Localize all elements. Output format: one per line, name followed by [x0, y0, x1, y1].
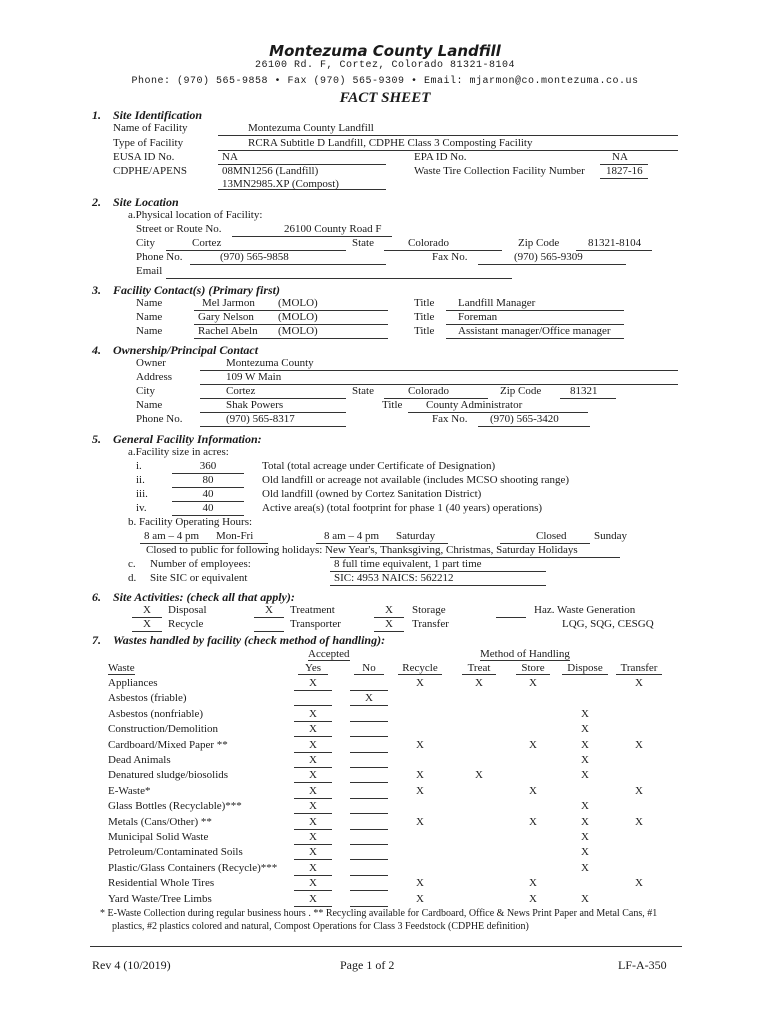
waste-name: Dead Animals [108, 754, 171, 766]
section-3-number: 3. [92, 283, 101, 297]
contact-1-org: (MOLO) [278, 297, 318, 309]
col-recycle: Recycle [398, 662, 442, 675]
weekday-hours: 8 am – 4 pm [144, 530, 199, 542]
size-3-roman: iii. [136, 488, 148, 500]
waste-name: Construction/Demolition [108, 723, 218, 735]
sic-line [330, 585, 546, 586]
sic-value: SIC: 4953 NAICS: 562212 [334, 572, 454, 584]
sunday-status: Closed [536, 530, 567, 542]
facility-name-line [218, 135, 678, 136]
section-4-number: 4. [92, 343, 101, 357]
waste-name: Municipal Solid Waste [108, 831, 209, 843]
cell-no-line [350, 859, 388, 860]
activity-transfer-label: Transfer [412, 618, 449, 630]
employees-value: 8 full time equivalent, 1 part time [334, 558, 482, 570]
facility-type-value: RCRA Subtitle D Landfill, CDPHE Class 3 Composting Facility [248, 137, 533, 149]
page-number: Page 1 of 2 [340, 958, 395, 972]
cell-store[interactable]: X [529, 816, 537, 828]
owner-state-label: State [352, 385, 374, 397]
phone-line [190, 264, 386, 265]
tire-facility-value: 1827-16 [606, 165, 643, 177]
physical-location-label: a.Physical location of Facility: [128, 209, 263, 221]
waste-name: Residential Whole Tires [108, 877, 215, 889]
cell-dispose[interactable]: X [581, 893, 589, 905]
activity-treatment-line [254, 617, 284, 618]
facility-name-value: Montezuma County Landfill [248, 122, 374, 134]
accepted-group-label: Accepted [308, 648, 350, 660]
cell-dispose[interactable]: X [581, 723, 589, 735]
section-7-title: Wastes handled by facility (check method of handling): [113, 633, 386, 647]
facility-title: Montezuma County Landfill [269, 42, 501, 60]
cell-yes-line [294, 829, 332, 830]
state-label: State [352, 237, 374, 249]
cell-yes[interactable]: X [309, 708, 317, 720]
street-value: 26100 County Road F [284, 223, 382, 235]
activity-storage-label: Storage [412, 604, 446, 616]
cell-dispose[interactable]: X [581, 739, 589, 751]
section-1-title: Site Identification [113, 108, 203, 122]
cell-yes-line [294, 782, 332, 783]
col-no: No [354, 662, 384, 675]
owner-fax-value: (970) 565-3420 [490, 413, 559, 425]
footnote-line-1: * E-Waste Collection during regular business hours . ** Recycling available for Cardboard, Office & News Print Paper and Metal Cans, #1 [100, 908, 658, 919]
form-number: LF-A-350 [618, 958, 667, 972]
size-1-value: 360 [199, 460, 217, 472]
owner-phone-value: (970) 565-8317 [226, 413, 295, 425]
zip-value: 81321-8104 [588, 237, 642, 249]
cell-yes[interactable]: X [309, 723, 317, 735]
section-7-number: 7. [92, 633, 101, 647]
eusa-label: EUSA ID No. [113, 151, 175, 163]
fax-value: (970) 565-9309 [514, 251, 583, 263]
footer-rule [90, 946, 682, 947]
cell-no-line [350, 690, 388, 691]
waste-name: Yard Waste/Tree Limbs [108, 893, 212, 905]
size-4-value: 40 [202, 502, 214, 514]
cell-yes-line [294, 690, 332, 691]
cell-yes[interactable]: X [309, 893, 317, 905]
activity-recycle-line [132, 631, 162, 632]
section-6-number: 6. [92, 590, 101, 604]
size-1-desc: Total (total acreage under Certificate of Designation) [262, 460, 496, 472]
section-2-number: 2. [92, 195, 101, 209]
fax-label: Fax No. [432, 251, 468, 263]
cell-yes[interactable]: X [309, 785, 317, 797]
cell-yes[interactable]: X [309, 862, 317, 874]
activity-recycle-mark[interactable]: X [143, 618, 151, 630]
cell-recycle[interactable]: X [416, 816, 424, 828]
cell-transfer[interactable]: X [635, 877, 643, 889]
sic-label: Site SIC or equivalent [150, 572, 248, 584]
cell-recycle[interactable]: X [416, 893, 424, 905]
cell-treat[interactable]: X [475, 769, 483, 781]
cell-no-line [350, 875, 388, 876]
waste-name: Cardboard/Mixed Paper ** [108, 739, 228, 751]
size-3-value: 40 [202, 488, 214, 500]
cell-yes-line [294, 906, 332, 907]
phone-label: Phone No. [136, 251, 183, 263]
epa-label: EPA ID No. [414, 151, 467, 163]
cell-yes[interactable]: X [309, 800, 317, 812]
employees-label: Number of employees: [150, 558, 251, 570]
cell-dispose[interactable]: X [581, 708, 589, 720]
contact-2-label: Name [136, 311, 163, 323]
saturday-hours: 8 am – 4 pm [324, 530, 379, 542]
activity-transporter-label: Transporter [290, 618, 341, 630]
tire-facility-line [600, 178, 648, 179]
cell-recycle[interactable]: X [416, 739, 424, 751]
activity-recycle-label: Recycle [168, 618, 204, 630]
waste-name: Petroleum/Contaminated Soils [108, 846, 243, 858]
city-value: Cortez [192, 237, 222, 249]
cdphe-value-compost: 13MN2985.XP (Compost) [222, 178, 339, 190]
col-waste: Waste [108, 662, 135, 674]
cell-recycle[interactable]: X [416, 677, 424, 689]
owner-city-label: City [136, 385, 155, 397]
holiday-closures: Closed to public for following holidays: New Year's, Thanksgiving, Christmas, Saturday Holidays [146, 544, 578, 556]
street-label: Street or Route No. [136, 223, 222, 235]
activity-haz-waste-label: Haz. Waste Generation [534, 604, 636, 616]
cell-transfer[interactable]: X [635, 816, 643, 828]
cell-yes[interactable]: X [309, 877, 317, 889]
phone-value: (970) 565-9858 [220, 251, 289, 263]
waste-name: Asbestos (friable) [108, 692, 187, 704]
owner-city-value: Cortez [226, 385, 256, 397]
waste-name: Denatured sludge/biosolids [108, 769, 229, 781]
waste-name: Appliances [108, 677, 158, 689]
cell-no-line [350, 798, 388, 799]
cell-yes-line [294, 767, 332, 768]
contact-2-title: Foreman [458, 311, 498, 323]
section-6-title: Site Activities: (check all that apply): [113, 590, 295, 604]
cell-yes-line [294, 875, 332, 876]
cell-yes-line [294, 890, 332, 891]
size-2-desc: Old landfill or acreage not available (includes MCSO shooting range) [262, 474, 569, 486]
waste-name: Metals (Cans/Other) ** [108, 816, 212, 828]
section-1-number: 1. [92, 108, 101, 122]
cell-no-line [350, 890, 388, 891]
cell-transfer[interactable]: X [635, 785, 643, 797]
fax-line [478, 264, 626, 265]
cdphe-line [218, 189, 386, 190]
contact-2-org: (MOLO) [278, 311, 318, 323]
cell-dispose[interactable]: X [581, 816, 589, 828]
owner-fax-line [478, 426, 590, 427]
contact-3-label: Name [136, 325, 163, 337]
document-title: FACT SHEET [339, 90, 431, 106]
activity-storage-mark[interactable]: X [385, 604, 393, 616]
facility-address: 26100 Rd. F, Cortez, Colorado 81321-8104 [254, 60, 516, 71]
cell-no-line [350, 736, 388, 737]
contact-line: Phone: (970) 565-9858 • Fax (970) 565-9309 • Email: mjarmon@co.montezuma.co.us [131, 76, 639, 87]
owner-address-label: Address [136, 371, 173, 383]
cell-no-line [350, 782, 388, 783]
section-5-number: 5. [92, 432, 101, 446]
cell-no[interactable]: X [365, 692, 373, 704]
state-value: Colorado [408, 237, 449, 249]
contact-3-title-label: Title [414, 325, 435, 337]
contact-3-org: (MOLO) [278, 325, 318, 337]
operating-hours-label: b. Facility Operating Hours: [128, 516, 253, 528]
owner-name-label: Name [136, 399, 163, 411]
cell-store[interactable]: X [529, 893, 537, 905]
owner-zip-label: Zip Code [500, 385, 542, 397]
size-2-roman: ii. [136, 474, 145, 486]
contact-1-title-label: Title [414, 297, 435, 309]
cell-dispose[interactable]: X [581, 862, 589, 874]
col-yes: Yes [298, 662, 328, 675]
cell-yes-line [294, 813, 332, 814]
size-1-roman: i. [136, 460, 142, 472]
cell-no-line [350, 705, 388, 706]
section-4-title: Ownership/Principal Contact [113, 343, 259, 357]
cell-transfer[interactable]: X [635, 677, 643, 689]
size-4-roman: iv. [136, 502, 147, 514]
contact-1-name: Mel Jarmon [202, 297, 255, 309]
cell-yes[interactable]: X [309, 754, 317, 766]
cell-yes[interactable]: X [309, 739, 317, 751]
col-store: Store [516, 662, 550, 675]
facility-name-label: Name of Facility [113, 122, 188, 134]
owner-phone-label: Phone No. [136, 413, 183, 425]
owner-address-value: 109 W Main [226, 371, 282, 383]
cell-no-line [350, 752, 388, 753]
cell-yes-line [294, 798, 332, 799]
contact-3-line [194, 338, 388, 339]
city-label: City [136, 237, 155, 249]
cell-transfer[interactable]: X [635, 739, 643, 751]
cell-store[interactable]: X [529, 677, 537, 689]
cell-dispose[interactable]: X [581, 800, 589, 812]
owner-zip-value: 81321 [570, 385, 598, 397]
size-2-value: 80 [202, 474, 214, 486]
cell-dispose[interactable]: X [581, 831, 589, 843]
size-4-desc: Active area(s) (total footprint for phase 1 (40 years) operations) [262, 502, 543, 514]
weekday-label: Mon-Fri [216, 530, 254, 542]
cell-yes[interactable]: X [309, 846, 317, 858]
cell-yes-line [294, 721, 332, 722]
cell-dispose[interactable]: X [581, 846, 589, 858]
zip-line [576, 250, 652, 251]
cdphe-label: CDPHE/APENS [113, 165, 187, 177]
cell-recycle[interactable]: X [416, 877, 424, 889]
facility-type-label: Type of Facility [113, 137, 184, 149]
owner-fax-label: Fax No. [432, 413, 468, 425]
cell-dispose[interactable]: X [581, 769, 589, 781]
epa-value: NA [612, 151, 628, 163]
size-3-desc: Old landfill (owned by Cortez Sanitation District) [262, 488, 482, 500]
footnote-line-2: plastics, #2 plastics colored and natural, Compost Operations for Class 3 Feedstock (CDPHE definition) [112, 921, 529, 932]
cell-treat[interactable]: X [475, 677, 483, 689]
cell-yes[interactable]: X [309, 769, 317, 781]
activity-transfer-line [374, 631, 404, 632]
col-dispose: Dispose [562, 662, 608, 675]
waste-name: Plastic/Glass Containers (Recycle)*** [108, 862, 278, 874]
activity-treatment-label: Treatment [290, 604, 335, 616]
col-transfer: Transfer [616, 662, 662, 675]
cell-no-line [350, 767, 388, 768]
activity-treatment-mark[interactable]: X [265, 604, 273, 616]
cell-no-line [350, 813, 388, 814]
contact-1-title: Landfill Manager [458, 297, 536, 309]
cell-store[interactable]: X [529, 739, 537, 751]
contact-2-name: Gary Nelson [198, 311, 254, 323]
haz-generator-categories: LQG, SQG, CESGQ [562, 618, 654, 630]
facility-size-label: a.Facility size in acres: [128, 446, 229, 458]
contact-3-name: Rachel Abeln [198, 325, 258, 337]
contact-1-label: Name [136, 297, 163, 309]
email-label: Email [136, 265, 163, 277]
section-3-title: Facility Contact(s) (Primary first) [113, 283, 280, 297]
activity-disposal-mark[interactable]: X [143, 604, 151, 616]
col-treat: Treat [462, 662, 496, 675]
cell-no-line [350, 906, 388, 907]
cell-yes-line [294, 736, 332, 737]
cell-dispose[interactable]: X [581, 754, 589, 766]
owner-zip-line [560, 398, 616, 399]
cell-recycle[interactable]: X [416, 785, 424, 797]
activity-disposal-label: Disposal [168, 604, 207, 616]
sunday-label: Sunday [594, 530, 627, 542]
cdphe-value-landfill: 08MN1256 (Landfill) [222, 165, 319, 177]
email-line [166, 278, 512, 279]
owner-title-value: County Administrator [426, 399, 523, 411]
zip-label: Zip Code [518, 237, 560, 249]
tire-facility-label: Waste Tire Collection Facility Number [414, 165, 585, 177]
eusa-value: NA [222, 151, 238, 163]
cell-store[interactable]: X [529, 785, 537, 797]
cell-no-line [350, 721, 388, 722]
activity-transfer-mark[interactable]: X [385, 618, 393, 630]
cell-yes-line [294, 752, 332, 753]
owner-state-value: Colorado [408, 385, 449, 397]
cell-no-line [350, 829, 388, 830]
owner-label: Owner [136, 357, 166, 369]
section-2-title: Site Location [113, 195, 179, 209]
owner-value: Montezuma County [226, 357, 314, 369]
section-5-title: General Facility Information: [113, 432, 262, 446]
contact-3-title: Assistant manager/Office manager [458, 325, 611, 337]
contact-2-title-label: Title [414, 311, 435, 323]
employees-letter: c. [128, 558, 136, 570]
owner-name-value: Shak Powers [226, 399, 284, 411]
cell-yes[interactable]: X [309, 831, 317, 843]
sic-letter: d. [128, 572, 137, 584]
owner-phone-line [200, 426, 346, 427]
waste-name: Asbestos (nonfriable) [108, 708, 204, 720]
cell-yes-line [294, 859, 332, 860]
cell-yes-line [294, 705, 332, 706]
cell-yes-line [294, 844, 332, 845]
cell-yes[interactable]: X [309, 677, 317, 689]
method-group-label: Method of Handling [480, 648, 570, 660]
contact-3-title-line [446, 338, 624, 339]
cell-recycle[interactable]: X [416, 769, 424, 781]
saturday-label: Saturday [396, 530, 436, 542]
cell-yes[interactable]: X [309, 816, 317, 828]
revision: Rev 4 (10/2019) [92, 958, 171, 972]
cell-store[interactable]: X [529, 877, 537, 889]
activity-transporter-line [254, 631, 284, 632]
activity-haz-waste-line [496, 617, 526, 618]
owner-title-label: Title [382, 399, 403, 411]
waste-name: Glass Bottles (Recyclable)*** [108, 800, 242, 812]
cell-no-line [350, 844, 388, 845]
waste-name: E-Waste* [108, 785, 151, 797]
